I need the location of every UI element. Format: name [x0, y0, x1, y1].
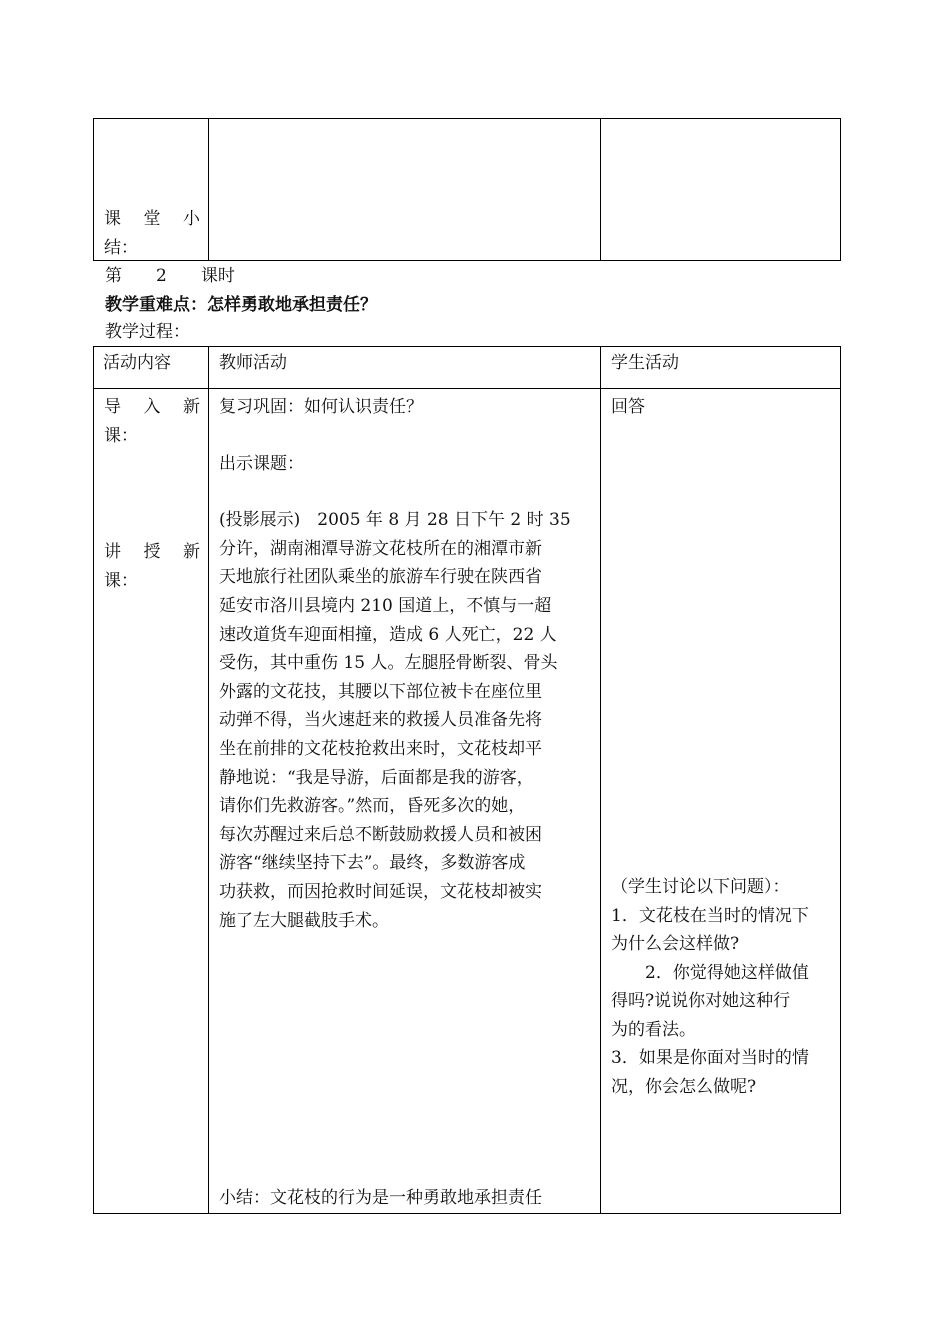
- header-student: 学生活动: [601, 347, 841, 389]
- summary-text: 小结：文花枝的行为是一种勇敢地承担责任: [219, 1188, 542, 1208]
- question-line: 为什么会这样做?: [611, 934, 740, 954]
- story-line: 受伤，其中重伤 15 人。左腿胫骨断裂、骨头: [219, 653, 558, 674]
- summary-label-line1: 课 堂 小: [104, 209, 200, 229]
- activity-content-cell: [94, 389, 209, 1214]
- story-line: 天地旅行社团队乘坐的旅游车行驶在陕西省: [219, 567, 542, 588]
- story-line: 施了左大腿截肢手术。: [219, 910, 389, 931]
- question-line: 况，你会怎么做呢?: [611, 1076, 757, 1097]
- teacher-activity-cell: [209, 389, 601, 1214]
- story-line: 功获救，而因抢救时间延误，文花枝却被实: [219, 881, 542, 902]
- story-line: 外露的文花技，其腰以下部位被卡在座位里: [219, 681, 542, 702]
- story-line: 延安市洛川县境内 210 国道上，不慎与一超: [219, 595, 552, 616]
- header-teacher: 教师活动: [209, 347, 601, 389]
- question-line: 2．你觉得她这样做值: [611, 962, 809, 983]
- show-topic-text: 出示课题：: [219, 453, 304, 474]
- question-line: 为的看法。: [611, 1019, 696, 1040]
- story-line: 请你们先救游客。”然而，昏死多次的她，: [219, 796, 526, 817]
- question-line: （学生讨论以下问题）：: [611, 877, 790, 897]
- case-story: [219, 506, 592, 935]
- review-text: 复习巩固：如何认识责任？: [219, 397, 423, 417]
- story-line: 分许，湖南湘潭导游文花枝所在的湘潭市新: [219, 538, 542, 559]
- answer-text: 回答: [611, 397, 645, 417]
- student-activity-cell: [601, 389, 841, 1214]
- story-line: (投影展示) 2005 年 8 月 28 日下午 2 时 35: [219, 510, 571, 531]
- teach-label-line1: 讲 授 新: [104, 542, 200, 562]
- header-activity: 活动内容: [94, 347, 209, 389]
- lesson-number: 第 2 课时: [105, 266, 235, 286]
- summary-label-line2: 结：: [104, 238, 138, 258]
- key-point: 教学重难点：怎样勇敢地承担责任？: [105, 295, 377, 315]
- story-line: 每次苏醒过来后总不断鼓励救援人员和被困: [219, 824, 542, 845]
- summary-teacher-cell: [209, 119, 601, 261]
- summary-student-cell: [601, 119, 841, 261]
- question-line: 1．文花枝在当时的情况下: [611, 905, 809, 926]
- process-label: 教学过程：: [105, 322, 190, 342]
- lesson-table: [93, 346, 841, 1214]
- summary-label-cell: [94, 119, 209, 261]
- teach-label-line2: 课：: [104, 571, 138, 591]
- story-line: 静地说：“我是导游，后面都是我的游客，: [219, 767, 534, 788]
- intro-label-line2: 课：: [104, 426, 138, 446]
- story-line: 速改道货车迎面相撞，造成 6 人死亡，22 人: [219, 624, 557, 645]
- summary-label: [104, 205, 200, 263]
- question-line: 得吗?说说你对她这种行: [611, 991, 791, 1011]
- story-line: 动弹不得，当火速赶来的救援人员准备先将: [219, 710, 542, 731]
- discussion-questions: [611, 873, 809, 1101]
- intro-label-line1: 导 入 新: [104, 397, 200, 417]
- question-line: 3．如果是你面对当时的情: [611, 1048, 809, 1068]
- story-line: 游客“继续坚持下去”。最终，多数游客成: [219, 853, 526, 874]
- top-table: [93, 118, 841, 261]
- story-line: 坐在前排的文花枝抢救出来时，文花枝却平: [219, 738, 542, 759]
